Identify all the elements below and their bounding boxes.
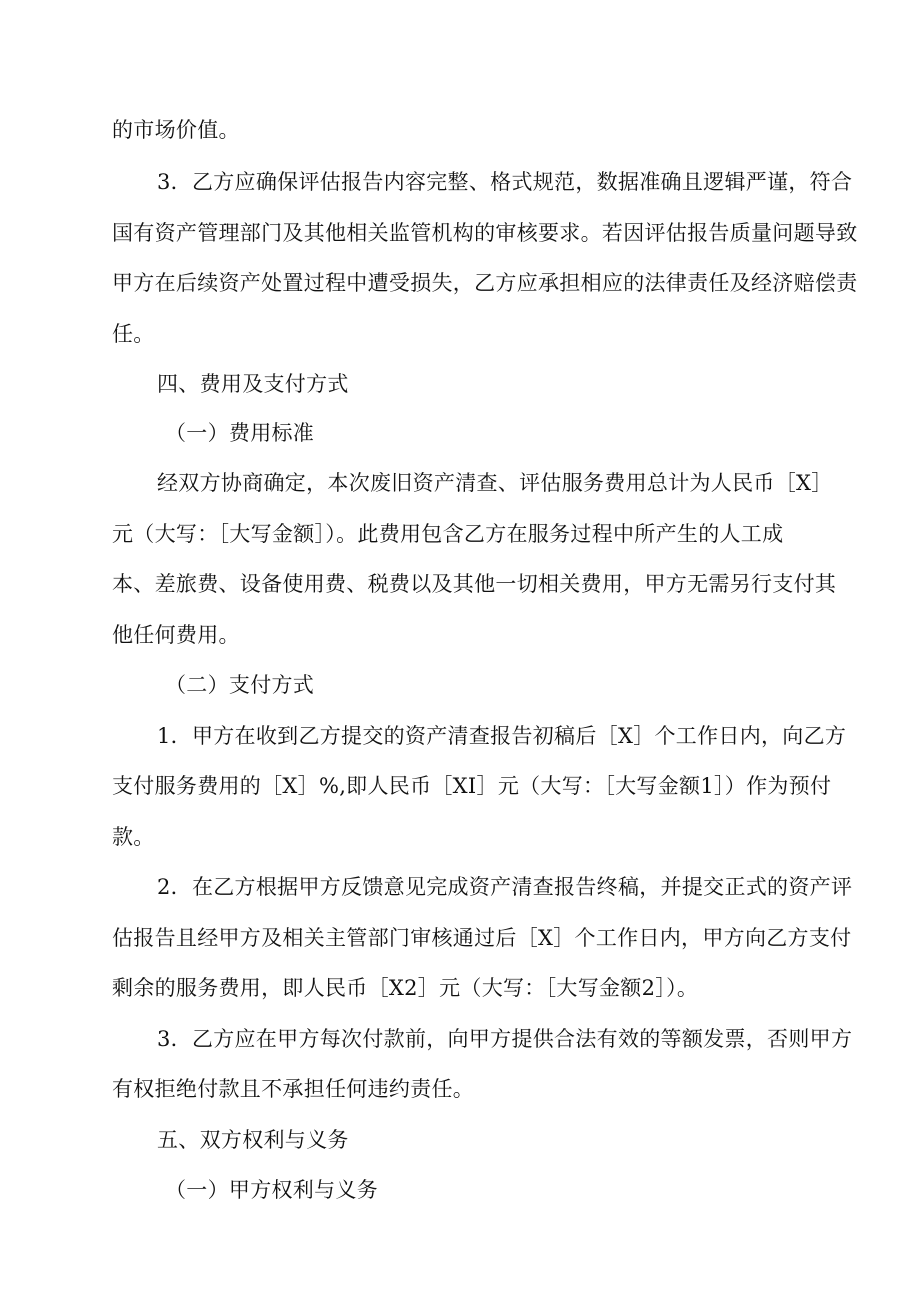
section-heading-4: 四、费用及支付方式 [157,372,349,396]
fee-paragraph-line-4: 他任何费用。 [112,623,240,647]
payment-clause-1-line-2: 支付服务费用的［X］%,即人民币［XI］元（大写：［大写金额1］）作为预付 [112,774,832,798]
clause-3-line-4: 任。 [112,322,155,346]
fee-paragraph-line-1: 经双方协商确定，本次废旧资产清查、评估服务费用总计为人民币［X］ [157,471,833,495]
subsection-heading-party-a: （一）甲方权利与义务 [165,1178,378,1202]
subsection-heading-fee-standard: （一）费用标准 [165,421,315,445]
payment-clause-1-line-1: 1．甲方在收到乙方提交的资产清查报告初稿后［X］个工作日内，向乙方 [157,724,847,748]
payment-clause-3-line-2: 有权拒绝付款且不承担任何违约责任。 [112,1077,475,1101]
payment-clause-2-line-2: 估报告且经甲方及相关主管部门审核通过后［X］个工作日内，甲方向乙方支付 [112,926,852,950]
clause-3-line-3: 甲方在后续资产处置过程中遭受损失，乙方应承担相应的法律责任及经济赔偿责 [112,271,858,295]
payment-clause-2-line-3: 剩余的服务费用，即人民币［X2］元（大写：［大写金额2］）。 [112,976,699,1000]
clause-3-line-1: 3．乙方应确保评估报告内容完整、格式规范，数据准确且逻辑严谨，符合 [157,170,853,194]
subsection-heading-payment: （二）支付方式 [165,673,315,697]
clause-3-line-2: 国有资产管理部门及其他相关监管机构的审核要求。若因评估报告质量问题导致 [112,221,858,245]
fee-paragraph-line-3: 本、差旅费、设备使用费、税费以及其他一切相关费用，甲方无需另行支付其 [112,572,837,596]
section-heading-5: 五、双方权利与义务 [157,1128,349,1152]
payment-clause-3-line-1: 3．乙方应在甲方每次付款前，向甲方提供合法有效的等额发票，否则甲方 [157,1027,853,1051]
fee-paragraph-line-2: 元（大写：［大写金额］）。此费用包含乙方在服务过程中所产生的人工成 [112,522,784,546]
payment-clause-1-line-3: 款。 [112,825,155,849]
text-line: 的市场价值。 [112,118,240,142]
payment-clause-2-line-1: 2．在乙方根据甲方反馈意见完成资产清查报告终稿，并提交正式的资产评 [157,875,853,899]
